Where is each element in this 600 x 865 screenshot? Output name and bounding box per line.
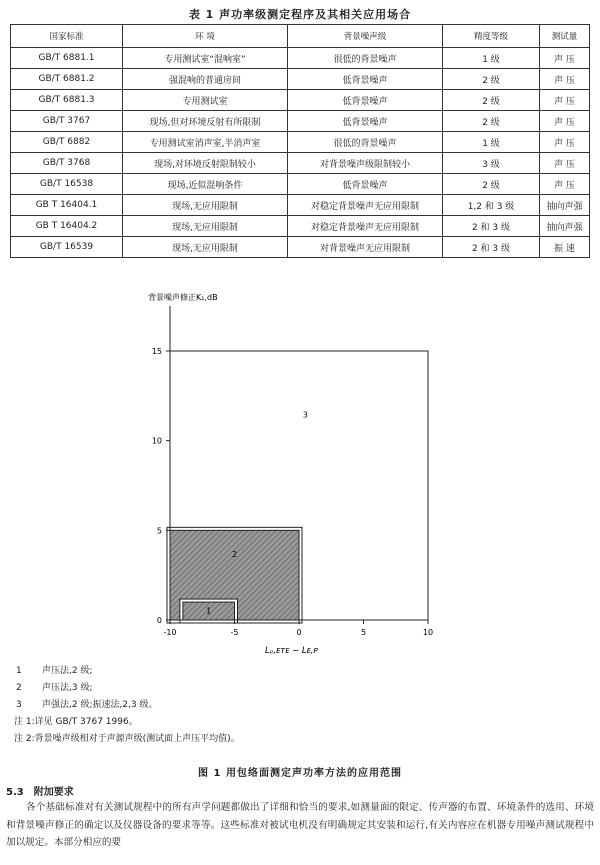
cell-environment: 现场,无应用限制 [123, 216, 288, 237]
y-tick-label: 15 [151, 347, 162, 356]
legend-text: 声强法,2 级;振速法,2,3 级。 [42, 700, 158, 710]
cell-accuracy: 2 级 [443, 174, 540, 195]
cell-quantity: 声 压 [540, 111, 590, 132]
table-title: 表 1 声功率级测定程序及其相关应用场合 [188, 8, 412, 21]
section-heading [6, 783, 74, 798]
cell-standard: GB/T 3768 [11, 153, 123, 174]
y-tick-label: 10 [151, 436, 162, 446]
cell-environment: 现场,无应用限制 [123, 195, 288, 216]
table-row [11, 90, 590, 111]
cell-environment: 现场,无应用限制 [123, 237, 288, 258]
legend-num: 1 [16, 666, 22, 676]
cell-accuracy: 1,2 和 3 级 [443, 195, 540, 216]
section-number: 5.3 [6, 787, 24, 798]
region-2-label: 2 [231, 550, 238, 560]
table-row [11, 174, 590, 195]
table-row [11, 195, 590, 216]
table-header-row [11, 25, 590, 48]
cell-standard: GB/T 16539 [11, 237, 123, 258]
col-header-quantity: 测试量 [540, 25, 590, 48]
cell-accuracy: 2 级 [443, 111, 540, 132]
x-tick-label: -5 [230, 628, 239, 637]
cell-quantity: 声 压 [540, 69, 590, 90]
cell-background-noise: 很低的背景噪声 [288, 132, 443, 153]
figure-note: 注 1:详见 GB/T 3767 1996。 [14, 717, 138, 727]
cell-environment: 现场,但对环境反射有所限制 [123, 111, 288, 132]
cell-background-noise: 对背景噪声级限制较小 [288, 153, 443, 174]
cell-standard: GB T 16404.1 [11, 195, 123, 216]
cell-accuracy: 1 级 [443, 132, 540, 153]
cell-background-noise: 对背景噪声无应用限制 [288, 237, 443, 258]
cell-quantity: 声 压 [540, 90, 590, 111]
cell-background-noise: 低背景噪声 [288, 111, 443, 132]
x-tick-label: 10 [422, 628, 434, 637]
cell-standard: GB/T 16538 [11, 174, 123, 195]
cell-standard: GB/T 6882 [11, 132, 123, 153]
y-axis-label: 背景噪声修正K₁,dB [148, 293, 218, 302]
table-row [11, 216, 590, 237]
cell-standard: GB/T 3767 [11, 111, 123, 132]
cell-background-noise: 对稳定背景噪声无应用限制 [288, 216, 443, 237]
cell-standard: GB/T 6881.3 [11, 90, 123, 111]
cell-standard: GB/T 6881.1 [11, 48, 123, 69]
cell-quantity: 声 压 [540, 132, 590, 153]
cell-quantity: 声 压 [540, 48, 590, 69]
cell-environment: 现场,对环境反射限制较小 [123, 153, 288, 174]
table-row [11, 153, 590, 174]
figure-note: 注 2:背景噪声级相对于声源声级(测试面上声压平均值)。 [14, 734, 240, 744]
cell-environment: 专用测试室 [123, 90, 288, 111]
table-row [11, 132, 590, 153]
figure-caption: 图 1 用包络面测定声功率方法的应用范围 [198, 768, 402, 779]
region-3-label: 3 [302, 410, 308, 420]
col-header-accuracy: 精度等级 [443, 25, 540, 48]
cell-accuracy: 1 级 [443, 48, 540, 69]
cell-accuracy: 2 级 [443, 90, 540, 111]
legend-item [14, 681, 240, 698]
cell-quantity: 声 压 [540, 174, 590, 195]
cell-accuracy: 2 和 3 级 [443, 237, 540, 258]
cell-standard: GB T 16404.2 [11, 216, 123, 237]
section-title: 附加要求 [33, 787, 74, 798]
cell-background-noise: 低背景噪声 [288, 174, 443, 195]
cell-background-noise: 低背景噪声 [288, 90, 443, 111]
cell-environment: 专用测试室消声室,半消声室 [123, 132, 288, 153]
table-row [11, 69, 590, 90]
cell-quantity: 抽向声强 [540, 195, 590, 216]
figure-legend [14, 664, 240, 749]
cell-quantity: 抽向声强 [540, 216, 590, 237]
table-row [11, 237, 590, 258]
cell-quantity: 振 速 [540, 237, 590, 258]
legend-item [14, 664, 240, 681]
section-body: 各个基础标准对有关测试规程中的所有声学问题都做出了详细和恰当的要求,如测量面的限定、传声器的布置、环境条件的选用、环境和背景噪声修正的确定以及仪器设备的要求等等。这些标准对被试电机没有明确规定其安装和运行,有关内容应在机器专用噪声测试规程中加以规定。本部分相应的要 [6, 802, 594, 848]
legend-text: 声压法,3 级; [42, 683, 93, 693]
cell-background-noise: 低背景噪声 [288, 69, 443, 90]
cell-background-noise: 很低的背景噪声 [288, 48, 443, 69]
table-row [11, 111, 590, 132]
cell-accuracy: 2 和 3 级 [443, 216, 540, 237]
cell-accuracy: 2 级 [443, 69, 540, 90]
y-tick-label: 5 [156, 526, 162, 536]
col-header-background-noise: 背景噪声级 [288, 25, 443, 48]
legend-text: 声压法,2 级; [42, 666, 93, 676]
legend-item [14, 698, 240, 715]
region-1-label: 1 [206, 606, 212, 616]
y-tick-label: 0 [156, 616, 162, 625]
table-row [11, 48, 590, 69]
col-header-environment: 环 境 [123, 25, 288, 48]
x-tick-label: 5 [360, 628, 367, 637]
cell-environment: 现场,近似混响条件 [123, 174, 288, 195]
x-axis-label: Lₚ,ᴇᴛᴇ − Lᴇ,ᴘ [265, 646, 318, 656]
legend-num: 2 [16, 683, 22, 693]
standards-table [10, 24, 590, 258]
cell-standard: GB/T 6881.2 [11, 69, 123, 90]
col-header-standard: 国家标准 [11, 25, 123, 48]
cell-accuracy: 3 级 [443, 153, 540, 174]
cell-environment: 专用测试室“混响室” [123, 48, 288, 69]
x-tick-label: -10 [163, 628, 177, 637]
x-tick-label: 0 [296, 628, 302, 637]
table-body [11, 48, 590, 258]
cell-background-noise: 对稳定背景噪声无应用限制 [288, 195, 443, 216]
legend-num: 3 [16, 700, 22, 710]
application-range-figure [0, 280, 600, 660]
cell-quantity: 声 压 [540, 153, 590, 174]
cell-environment: 强混响的普通房间 [123, 69, 288, 90]
